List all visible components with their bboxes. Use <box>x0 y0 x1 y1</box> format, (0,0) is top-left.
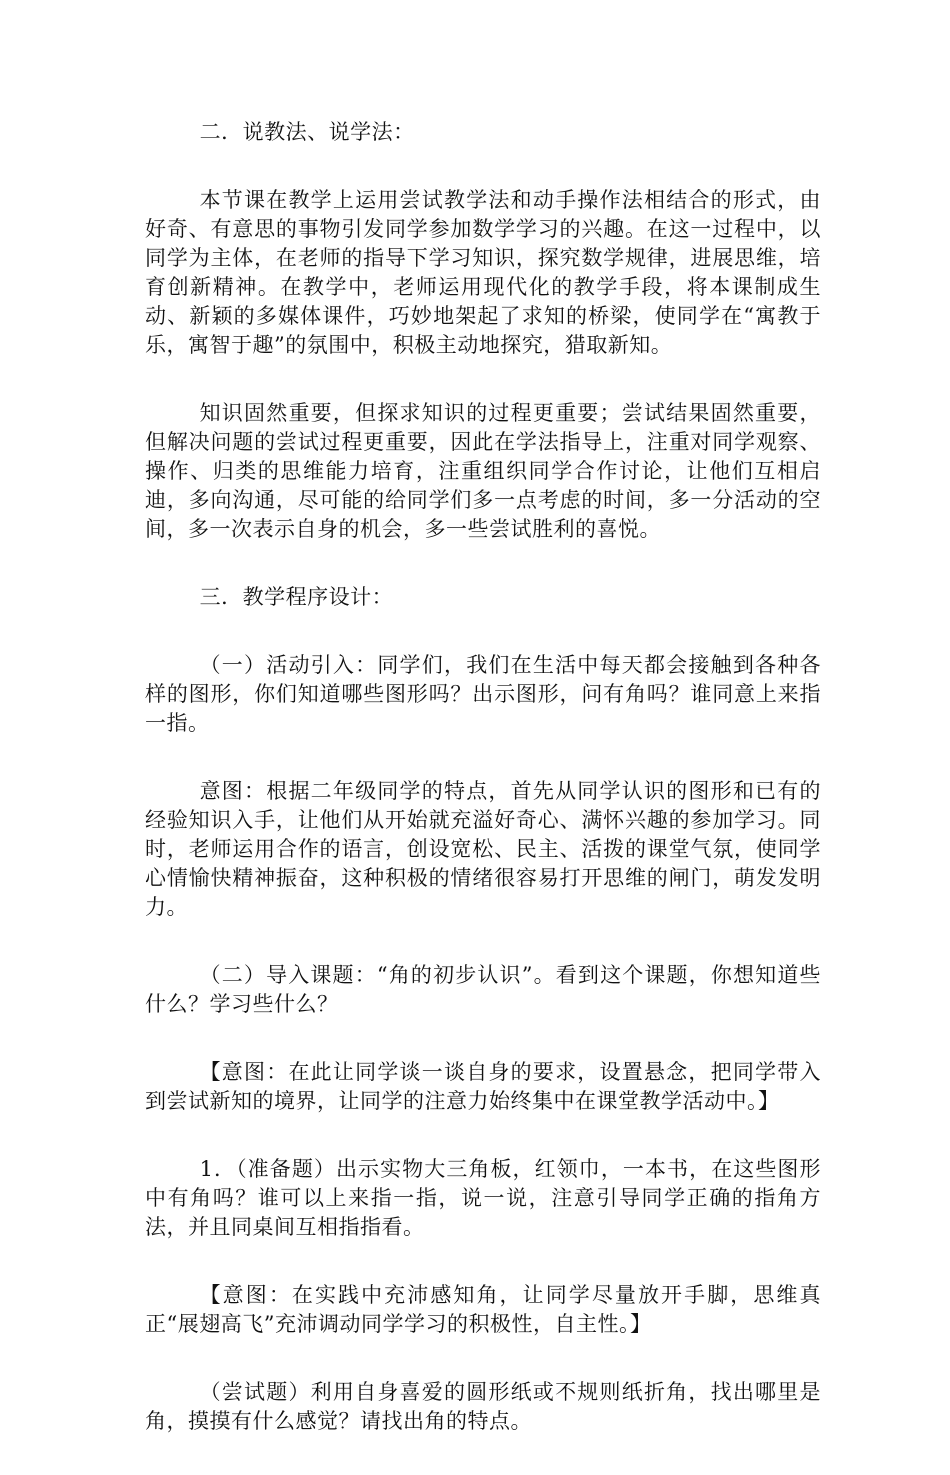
section-heading-teaching-procedure: 三．教学程序设计： <box>199 585 394 609</box>
paragraph-intent-1: 意图：根据二年级同学的特点，首先从同学认识的图形和已有的经验知识入手，让他们从开始就充溢好奇心、满怀兴趣的参加学习。同时，老师运用合作的语言，创设宽松、民主、活拨的课堂气氛，使同学心情愉快精神振奋，这种积极的情绪很容易打开思维的闸门，萌发发明力。 <box>145 779 821 919</box>
document-body <box>145 118 821 1475</box>
paragraph-activity-intro: （一）活动引入：同学们，我们在生活中每天都会接触到各种各样的图形，你们知道哪些图形吗？出示图形，问有角吗？谁同意上来指一指。 <box>145 653 821 735</box>
paragraph-intent-3: 【意图：在实践中充沛感知角，让同学尽量放开手脚，思维真正“展翅高飞”充沛调动同学学习的积极性，自主性。】 <box>145 1283 821 1336</box>
paragraph-topic-intro: （二）导入课题：“角的初步认识”。看到这个课题，你想知道些什么？学习些什么？ <box>145 963 821 1016</box>
paragraph-intent-2: 【意图：在此让同学谈一谈自身的要求，设置悬念，把同学带入到尝试新知的境界，让同学的注意力始终集中在课堂教学活动中。】 <box>145 1060 821 1113</box>
paragraph-teaching-method: 本节课在教学上运用尝试教学法和动手操作法相结合的形式，由好奇、有意思的事物引发同学参加数学学习的兴趣。在这一过程中，以同学为主体，在老师的指导下学习知识，探究数学规律，进展思维，培育创新精神。在教学中，老师运用现代化的教学手段，将本课制成生动、新颖的多媒体课件，巧妙地架起了求知的桥梁，使同学在“寓教于乐，寓智于趣”的氛围中，积极主动地探究，猎取新知。 <box>145 188 821 357</box>
section-heading-teaching-methods: 二．说教法、说学法： <box>199 120 415 144</box>
paragraph-preparation-question: 1．（准备题）出示实物大三角板，红领巾，一本书，在这些图形中有角吗？谁可以上来指一指，说一说，注意引导同学正确的指角方法，并且同桌间互相指指看。 <box>145 1157 821 1239</box>
paragraph-learning-method: 知识固然重要，但探求知识的过程更重要；尝试结果固然重要，但解决问题的尝试过程更重要，因此在学法指导上，注重对同学观察、操作、归类的思维能力培育，注重组织同学合作讨论，让他们互相启迪，多向沟通，尽可能的给同学们多一点考虑的时间，多一分活动的空间，多一次表示自身的机会，多一些尝试胜利的喜悦。 <box>145 401 821 541</box>
paragraph-trial-question: （尝试题）利用自身喜爱的圆形纸或不规则纸折角，找出哪里是角，摸摸有什么感觉？请找出角的特点。 <box>145 1380 821 1433</box>
